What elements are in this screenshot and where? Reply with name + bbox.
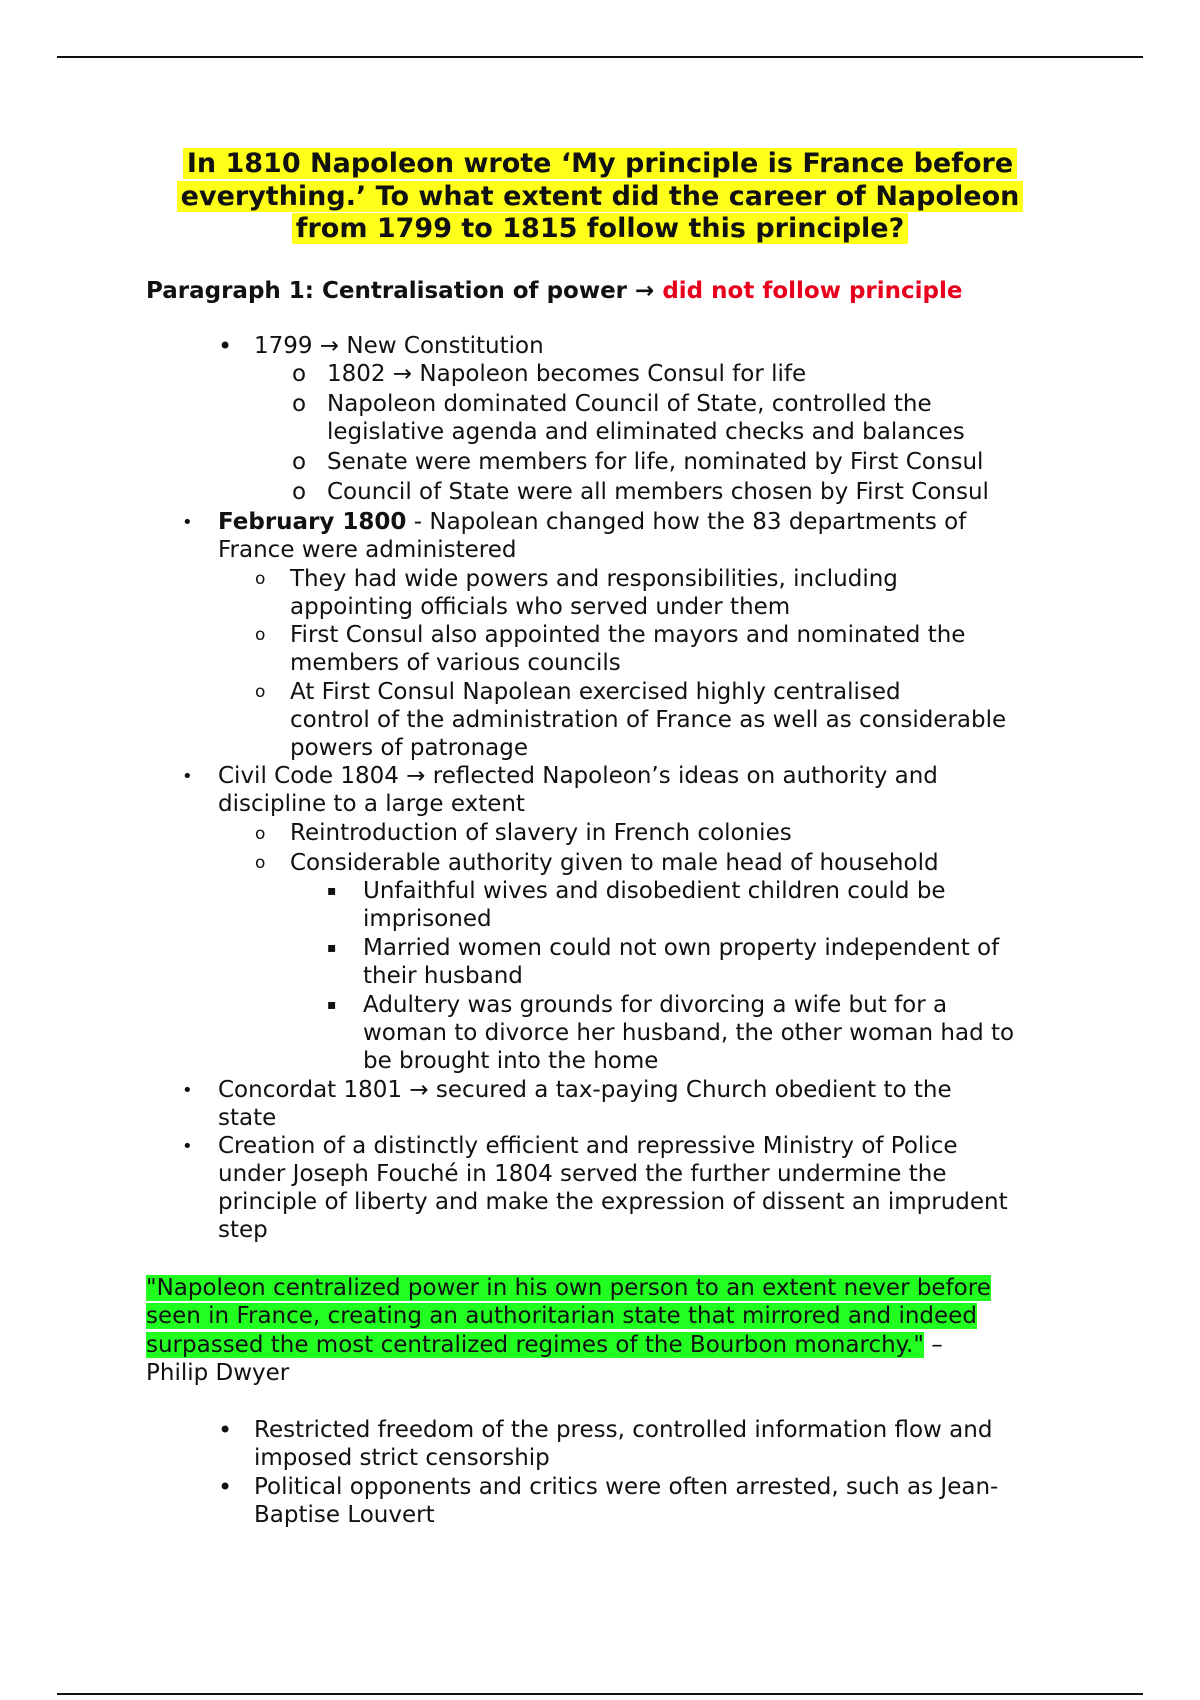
title-line-3: from 1799 to 1815 follow this principle? [292,213,909,244]
list-item-unfaithful-line2: imprisoned [363,906,492,932]
list-item-press-line2: imposed strict censorship [254,1445,550,1471]
bottom-rule [57,1693,1143,1695]
quote-author: Philip Dwyer [146,1359,290,1386]
circle-marker: o [292,361,307,387]
list-item-concordat-line2: state [218,1105,277,1131]
bullet-marker: • [182,512,193,533]
list-item-powers-line2: appointing officials who served under them [290,594,791,620]
circle-marker: o [255,682,266,702]
bullet-marker: • [218,1473,233,1501]
title-line-1: In 1810 Napoleon wrote ‘My principle is France before [183,148,1017,179]
essay-title [120,148,1080,246]
list-item-adultery-line2: woman to divorce her husband, the other woman had to [363,1020,1015,1046]
paragraph-heading [146,277,963,305]
list-item-unfaithful-line1: Unfaithful wives and disobedient children could be [363,878,946,904]
february-date: February 1800 [218,509,407,535]
circle-marker: o [292,449,307,475]
square-marker: ▪ [327,997,337,1013]
list-item-central-line1: At First Consul Napolean exercised highly centralised [290,679,901,705]
list-item-adultery-line3: be brought into the home [363,1048,659,1074]
title-line-2: everything.’ To what extent did the career of Napoleon [177,181,1024,212]
list-item-opponents-line2: Baptise Louvert [254,1502,435,1528]
historian-quote [146,1274,991,1387]
list-item-civil-line1: Civil Code 1804 → reflected Napoleon’s ideas on authority and [218,763,938,789]
bullet-marker: • [182,766,193,787]
list-item-council-members: Council of State were all members chosen by First Consul [327,479,989,505]
list-item-constitution: 1799 → New Constitution [254,333,544,359]
list-item-council-line2: legislative agenda and eliminated checks and balances [327,419,965,445]
circle-marker: o [292,479,307,505]
list-item-mayors-line1: First Consul also appointed the mayors and nominated the [290,622,966,648]
list-item-powers-line1: They had wide powers and responsibilities, including [290,566,898,592]
square-marker: ▪ [327,940,337,956]
list-item-senate: Senate were members for life, nominated by First Consul [327,449,984,475]
bullet-marker: • [218,1416,233,1444]
quote-dash: – [923,1331,943,1358]
list-item-police-line4: step [218,1217,268,1243]
list-item-consul-life: 1802 → Napoleon becomes Consul for life [327,361,807,387]
list-item-police-line3: principle of liberty and make the expression of dissent an imprudent [218,1189,1008,1215]
list-item-authority: Considerable authority given to male head of household [290,850,939,876]
circle-marker: o [255,853,266,873]
list-item-mayors-line2: members of various councils [290,650,621,676]
heading-verdict: did not follow principle [662,278,963,304]
list-item-property-line1: Married women could not own property independent of [363,935,1000,961]
list-item-adultery-line1: Adultery was grounds for divorcing a wife but for a [363,992,948,1018]
list-item-civil-line2: discipline to a large extent [218,791,525,817]
circle-marker: o [255,625,266,645]
list-item-central-line3: powers of patronage [290,735,529,761]
list-item-february-line2: France were administered [218,537,517,563]
heading-main: Paragraph 1: Centralisation of power → [146,278,655,304]
list-item-police-line2: under Joseph Fouché in 1804 served the further undermine the [218,1161,947,1187]
top-rule [57,56,1143,58]
list-item-property-line2: their husband [363,963,523,989]
quote-line-3: surpassed the most centralized regimes of the Bourbon monarchy." [146,1331,924,1358]
circle-marker: o [292,391,307,417]
list-item-police-line1: Creation of a distinctly efficient and repressive Ministry of Police [218,1133,958,1159]
square-marker: ▪ [327,883,337,899]
circle-marker: o [255,569,266,589]
february-text: - Napolean changed how the 83 departments of [406,509,967,535]
list-item-opponents-line1: Political opponents and critics were often arrested, such as Jean- [254,1474,999,1500]
bullet-marker: • [182,1136,193,1157]
quote-line-1: "Napoleon centralized power in his own person to an extent never before [146,1275,991,1301]
list-item-central-line2: control of the administration of France as well as considerable [290,707,1007,733]
list-item-press-line1: Restricted freedom of the press, controlled information flow and [254,1417,993,1443]
list-item-council-line1: Napoleon dominated Council of State, controlled the [327,391,932,417]
list-item-slavery: Reintroduction of slavery in French colonies [290,820,792,846]
quote-line-2: seen in France, creating an authoritarian state that mirrored and indeed [146,1303,977,1330]
bullet-marker: • [182,1080,193,1101]
circle-marker: o [255,824,266,844]
bullet-marker: • [218,332,233,360]
list-item-february [218,508,966,536]
list-item-concordat-line1: Concordat 1801 → secured a tax-paying Church obedient to the [218,1077,952,1103]
